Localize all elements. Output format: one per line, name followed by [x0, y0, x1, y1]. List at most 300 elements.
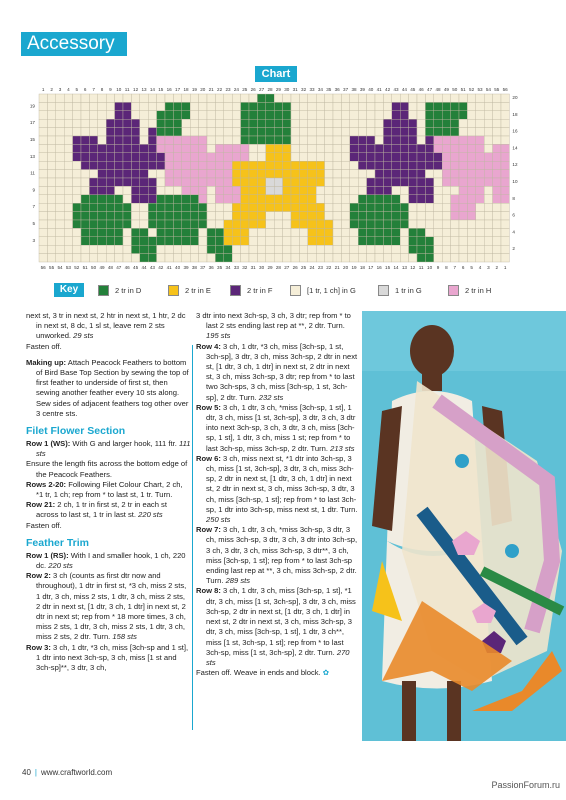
chart-cell [325, 136, 333, 144]
chart-cell [400, 245, 408, 253]
chart-cell [157, 94, 165, 102]
chart-cell [476, 136, 484, 144]
chart-cell [341, 136, 349, 144]
chart-cell [316, 128, 324, 136]
chart-cell [241, 136, 249, 144]
chart-cell [182, 212, 190, 220]
chart-cell [224, 153, 232, 161]
chart-cell [148, 102, 156, 110]
chart-tick-label: 3 [58, 87, 62, 92]
chart-cell [207, 161, 215, 169]
chart-cell [47, 153, 55, 161]
chart-cell [115, 195, 123, 203]
chart-cell [400, 144, 408, 152]
chart-cell [291, 212, 299, 220]
chart-cell [467, 203, 475, 211]
chart-cell [425, 254, 433, 262]
chart-cell [56, 153, 64, 161]
chart-cell [459, 153, 467, 161]
chart-cell [148, 237, 156, 245]
chart-cell [409, 254, 417, 262]
chart-tick-label: 42 [385, 87, 391, 92]
chart-cell [383, 178, 391, 186]
chart-cell [467, 254, 475, 262]
chart-cell [73, 254, 81, 262]
chart-tick-label: 8 [445, 265, 448, 270]
chart-cell [400, 136, 408, 144]
chart-cell [81, 144, 89, 152]
chart-cell [434, 170, 442, 178]
chart-tick-label: 45 [133, 265, 139, 270]
chart-cell [115, 111, 123, 119]
chart-cell [131, 203, 139, 211]
chart-cell [316, 144, 324, 152]
chart-cell [249, 254, 257, 262]
chart-cell [316, 161, 324, 169]
chart-cell [266, 228, 274, 236]
chart-cell [89, 170, 97, 178]
chart-cell [182, 228, 190, 236]
chart-cell [73, 119, 81, 127]
chart-cell [249, 186, 257, 194]
chart-cell [123, 212, 131, 220]
chart-cell [215, 136, 223, 144]
chart-cell [417, 119, 425, 127]
chart-cell [501, 144, 509, 152]
chart-cell [131, 195, 139, 203]
chart-cell [333, 178, 341, 186]
chart-tick-label: 6 [83, 87, 87, 92]
chart-cell [173, 178, 181, 186]
chart-cell [383, 136, 391, 144]
chart-cell [266, 245, 274, 253]
chart-cell [291, 245, 299, 253]
chart-cell [299, 161, 307, 169]
chart-cell [299, 153, 307, 161]
chart-cell [392, 220, 400, 228]
chart-cell [291, 186, 299, 194]
chart-cell [325, 111, 333, 119]
chart-cell [291, 254, 299, 262]
chart-cell [417, 237, 425, 245]
chart-cell [325, 203, 333, 211]
chart-cell [291, 170, 299, 178]
chart-cell [123, 128, 131, 136]
chart-cell [451, 144, 459, 152]
chart-cell [148, 94, 156, 102]
key-item-g [378, 284, 422, 296]
chart-cell [375, 245, 383, 253]
chart-cell [425, 203, 433, 211]
chart-cell [190, 161, 198, 169]
chart-cell [459, 128, 467, 136]
chart-cell [173, 220, 181, 228]
chart-cell [241, 102, 249, 110]
chart-cell [257, 254, 265, 262]
chart-cell [501, 195, 509, 203]
chart-cell [308, 94, 316, 102]
key-label: [1 tr, 1 ch] in G [307, 285, 356, 295]
chart-cell [157, 170, 165, 178]
chart-cell [367, 178, 375, 186]
chart-cell [467, 128, 475, 136]
chart-cell [123, 170, 131, 178]
chart-tick-label: 4 [512, 229, 515, 235]
chart-cell [316, 102, 324, 110]
chart-cell [47, 212, 55, 220]
chart-tick-label: 2 [495, 265, 499, 270]
chart-cell [434, 153, 442, 161]
chart-cell [383, 237, 391, 245]
chart-cell [98, 212, 106, 220]
chart-tick-label: 28 [267, 87, 273, 92]
chart-cell [257, 212, 265, 220]
chart-cell [291, 228, 299, 236]
chart-tick-label: 24 [233, 87, 239, 92]
paragraph: 3 dtr into next 3ch-sp, 3 ch, 3 dtr; rep from * to last 2 sts ending last rep at **, 2 dtr. Turn. 195 sts [196, 311, 351, 341]
chart-cell [425, 237, 433, 245]
chart-cell [182, 178, 190, 186]
chart-cell [73, 178, 81, 186]
chart-cell [89, 119, 97, 127]
chart-tick-label: 20 [200, 87, 206, 92]
chart-cell [367, 212, 375, 220]
chart-cell [207, 245, 215, 253]
chart-cell [241, 203, 249, 211]
chart-cell [123, 94, 131, 102]
chart-cell [215, 254, 223, 262]
chart-cell [115, 170, 123, 178]
chart-cell [207, 136, 215, 144]
chart-cell [350, 186, 358, 194]
chart-cell [484, 228, 492, 236]
chart-cell [148, 128, 156, 136]
chart-tick-label: 15 [385, 265, 391, 270]
chart-tick-label: 19 [191, 87, 197, 92]
chart-cell [425, 228, 433, 236]
chart-cell [442, 94, 450, 102]
section-heading: Filet Flower Section [26, 425, 126, 438]
chart-cell [358, 245, 366, 253]
chart-cell [434, 245, 442, 253]
chart-tick-label: 4 [67, 87, 70, 92]
chart-cell [64, 237, 72, 245]
chart-cell [325, 144, 333, 152]
chart-cell [207, 128, 215, 136]
chart-cell [232, 111, 240, 119]
chart-tick-label: 10 [512, 179, 518, 184]
chart-cell [190, 128, 198, 136]
chart-cell [274, 136, 282, 144]
chart-cell [123, 136, 131, 144]
chart-cell [224, 128, 232, 136]
chart-cell [299, 136, 307, 144]
chart-cell [115, 203, 123, 211]
chart-cell [291, 128, 299, 136]
chart-tick-label: 27 [259, 87, 265, 92]
chart-cell [106, 136, 114, 144]
chart-cell [283, 195, 291, 203]
chart-cell [283, 119, 291, 127]
chart-cell [39, 170, 47, 178]
chart-cell [148, 186, 156, 194]
chart-cell [266, 186, 274, 194]
chart-cell [173, 136, 181, 144]
chart-cell [501, 128, 509, 136]
chart-cell [425, 136, 433, 144]
chart-tick-label: 16 [376, 265, 382, 270]
chart-cell [241, 212, 249, 220]
chart-cell [232, 228, 240, 236]
chart-cell [98, 94, 106, 102]
chart-cell [325, 170, 333, 178]
chart-cell [299, 128, 307, 136]
chart-cell [274, 195, 282, 203]
chart-cell [182, 136, 190, 144]
chart-cell [190, 119, 198, 127]
chart-tick-label: 40 [368, 87, 374, 92]
chart-cell [257, 111, 265, 119]
chart-cell [123, 203, 131, 211]
chart-cell [274, 186, 282, 194]
chart-cell [106, 94, 114, 102]
chart-tick-label: 50 [91, 265, 97, 270]
chart-cell [501, 228, 509, 236]
chart-cell [81, 186, 89, 194]
chart-cell [115, 136, 123, 144]
chart-cell [157, 102, 165, 110]
chart-cell [190, 195, 198, 203]
chart-cell [400, 128, 408, 136]
chart-cell [299, 144, 307, 152]
chart-cell [493, 144, 501, 152]
chart-cell [241, 144, 249, 152]
chart-cell [409, 170, 417, 178]
chart-cell [257, 128, 265, 136]
chart-cell [493, 212, 501, 220]
chart-cell [442, 237, 450, 245]
chart-tick-label: 54 [57, 265, 63, 270]
chart-cell [106, 245, 114, 253]
chart-cell [81, 161, 89, 169]
chart-cell [257, 153, 265, 161]
chart-cell [333, 119, 341, 127]
chart-cell [115, 178, 123, 186]
chart-tick-label: 7 [92, 87, 95, 92]
chart-cell [467, 119, 475, 127]
chart-cell [325, 254, 333, 262]
chart-cell [283, 186, 291, 194]
chart-cell [207, 178, 215, 186]
chart-cell [316, 170, 324, 178]
chart-cell [249, 102, 257, 110]
chart-cell [392, 153, 400, 161]
chart-tick-label: 14 [393, 265, 399, 270]
chart-cell [182, 203, 190, 211]
chart-cell [434, 161, 442, 169]
chart-tick-label: 52 [74, 265, 80, 270]
chart-cell [459, 161, 467, 169]
chart-cell [274, 144, 282, 152]
chart-cell [182, 111, 190, 119]
chart-cell [241, 254, 249, 262]
chart-cell [98, 220, 106, 228]
chart-cell [459, 228, 467, 236]
chart-cell [224, 228, 232, 236]
chart-cell [299, 212, 307, 220]
chart-cell [257, 237, 265, 245]
chart-cell [190, 186, 198, 194]
chart-cell [392, 195, 400, 203]
page-footer: 40 | www.craftworld.com [22, 768, 113, 777]
chart-cell [106, 153, 114, 161]
chart-cell [47, 102, 55, 110]
chart-cell [316, 237, 324, 245]
chart-cell [501, 111, 509, 119]
chart-cell [215, 111, 223, 119]
chart-cell [257, 136, 265, 144]
chart-cell [56, 212, 64, 220]
chart-cell [392, 237, 400, 245]
chart-cell [89, 186, 97, 194]
chart-cell [358, 186, 366, 194]
chart-cell [157, 119, 165, 127]
chart-cell [299, 220, 307, 228]
chart-cell [400, 111, 408, 119]
chart-cell [350, 228, 358, 236]
key-swatch [168, 285, 179, 296]
chart-tick-label: 29 [275, 87, 281, 92]
chart-cell [257, 94, 265, 102]
chart-tick-label: 35 [217, 265, 223, 270]
chart-tick-label: 39 [359, 87, 365, 92]
chart-cell [215, 245, 223, 253]
chart-cell [467, 111, 475, 119]
chart-cell [266, 111, 274, 119]
chart-cell [73, 170, 81, 178]
chart-cell [467, 195, 475, 203]
chart-cell [341, 144, 349, 152]
chart-cell [308, 254, 316, 262]
chart-cell [140, 254, 148, 262]
chart-cell [89, 254, 97, 262]
chart-cell [484, 195, 492, 203]
chart-cell [283, 102, 291, 110]
chart-cell [358, 254, 366, 262]
chart-cell [308, 161, 316, 169]
chart-tick-label: 19 [29, 103, 35, 109]
chart-cell [484, 170, 492, 178]
chart-cell [442, 254, 450, 262]
chart-cell [274, 170, 282, 178]
chart-cell [140, 170, 148, 178]
chart-cell [476, 170, 484, 178]
chart-cell [316, 245, 324, 253]
chart-cell [350, 195, 358, 203]
chart-cell [442, 245, 450, 253]
chart-cell [140, 94, 148, 102]
chart-cell [341, 111, 349, 119]
chart-cell [283, 212, 291, 220]
chart-cell [417, 203, 425, 211]
chart-cell [182, 254, 190, 262]
chart-cell [274, 220, 282, 228]
chart-cell [190, 237, 198, 245]
chart-cell [392, 245, 400, 253]
chart-tick-label: 39 [183, 265, 189, 270]
chart-cell [325, 119, 333, 127]
chart-cell [283, 178, 291, 186]
chart-cell [131, 186, 139, 194]
chart-cell [358, 170, 366, 178]
chart-cell [249, 94, 257, 102]
chart-cell [325, 161, 333, 169]
chart-cell [207, 102, 215, 110]
chart-cell [224, 245, 232, 253]
chart-cell [308, 136, 316, 144]
chart-cell [375, 153, 383, 161]
chart-cell [476, 203, 484, 211]
chart-cell [434, 178, 442, 186]
chart-cell [274, 228, 282, 236]
chart-cell [266, 102, 274, 110]
chart-cell [123, 161, 131, 169]
chart-cell [207, 170, 215, 178]
chart-cell [493, 228, 501, 236]
chart-cell [484, 178, 492, 186]
chart-cell [442, 178, 450, 186]
chart-cell [484, 161, 492, 169]
chart-cell [73, 195, 81, 203]
chart-cell [190, 228, 198, 236]
chart-cell [199, 170, 207, 178]
chart-cell [417, 161, 425, 169]
chart-cell [39, 228, 47, 236]
chart-cell [291, 94, 299, 102]
chart-cell [115, 228, 123, 236]
chart-tick-label: 27 [284, 265, 290, 270]
chart-cell [333, 220, 341, 228]
site-url: www.craftworld.com [40, 768, 113, 777]
chart-cell [148, 212, 156, 220]
chart-cell [131, 94, 139, 102]
chart-cell [283, 170, 291, 178]
chart-cell [89, 212, 97, 220]
chart-cell [215, 228, 223, 236]
chart-cell [476, 102, 484, 110]
chart-cell [274, 94, 282, 102]
chart-cell [89, 128, 97, 136]
chart-cell [182, 128, 190, 136]
chart-cell [442, 111, 450, 119]
chart-cell [148, 203, 156, 211]
chart-cell [350, 161, 358, 169]
chart-tick-label: 15 [158, 87, 164, 92]
chart-cell [47, 128, 55, 136]
chart-cell [115, 94, 123, 102]
chart-cell [249, 195, 257, 203]
chart-cell [165, 245, 173, 253]
chart-cell [199, 228, 207, 236]
chart-cell [56, 228, 64, 236]
chart-cell [341, 220, 349, 228]
chart-tick-label: 51 [460, 87, 466, 92]
chart-cell [341, 212, 349, 220]
chart-cell [493, 170, 501, 178]
chart-cell [484, 186, 492, 194]
chart-cell [249, 203, 257, 211]
chart-cell [81, 136, 89, 144]
